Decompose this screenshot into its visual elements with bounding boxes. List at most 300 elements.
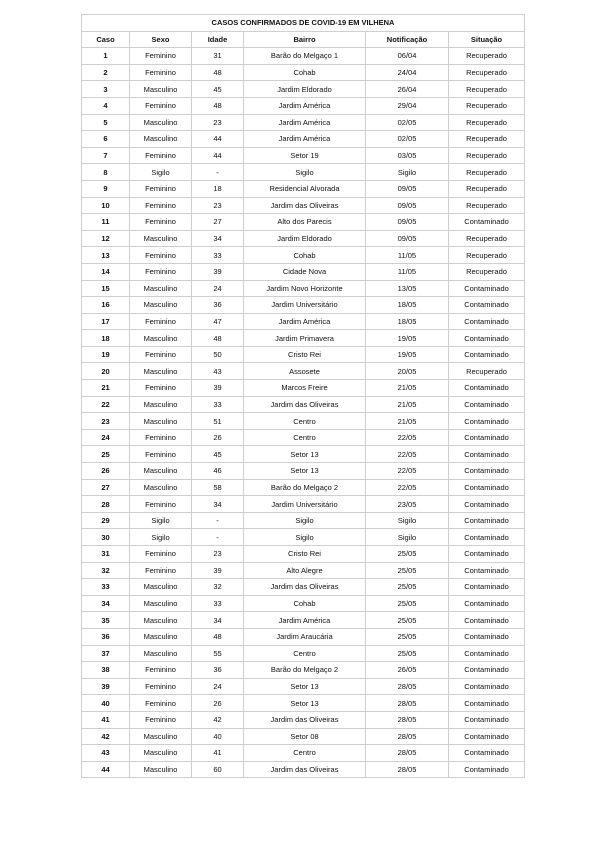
table-row: [82, 662, 525, 679]
cell-bairro: Jardim das Oliveiras: [244, 761, 366, 778]
cell-sexo: Feminino: [130, 313, 192, 330]
cell-situacao: Contaminado: [449, 496, 525, 513]
cell-idade: 60: [192, 761, 244, 778]
cell-notificacao: 29/04: [366, 97, 449, 114]
cell-idade: -: [192, 512, 244, 529]
cell-bairro: Setor 19: [244, 147, 366, 164]
cell-caso: 25: [82, 446, 130, 463]
cell-notificacao: 22/05: [366, 429, 449, 446]
cell-caso: 30: [82, 529, 130, 546]
table-row: [82, 711, 525, 728]
cell-notificacao: 09/05: [366, 197, 449, 214]
cell-notificacao: 25/05: [366, 645, 449, 662]
cell-situacao: Contaminado: [449, 579, 525, 596]
cell-notificacao: 18/05: [366, 313, 449, 330]
cell-sexo: Sigilo: [130, 529, 192, 546]
cell-sexo: Masculino: [130, 131, 192, 148]
cell-notificacao: Sigilo: [366, 164, 449, 181]
cell-situacao: Recuperado: [449, 81, 525, 98]
cell-idade: 23: [192, 546, 244, 563]
header-bairro: Bairro: [244, 31, 366, 48]
table-row: [82, 562, 525, 579]
cell-bairro: Jardim América: [244, 97, 366, 114]
cell-idade: -: [192, 164, 244, 181]
cell-caso: 11: [82, 214, 130, 231]
cell-notificacao: 02/05: [366, 114, 449, 131]
cell-sexo: Feminino: [130, 695, 192, 712]
cell-caso: 14: [82, 263, 130, 280]
header-notificacao: Notificação: [366, 31, 449, 48]
cell-bairro: Setor 13: [244, 446, 366, 463]
cases-table: [81, 14, 525, 778]
cell-bairro: Jardim América: [244, 612, 366, 629]
table-row: [82, 579, 525, 596]
cell-sexo: Feminino: [130, 496, 192, 513]
cell-caso: 26: [82, 463, 130, 480]
cell-caso: 21: [82, 380, 130, 397]
cell-situacao: Recuperado: [449, 147, 525, 164]
cell-caso: 43: [82, 745, 130, 762]
cell-idade: 24: [192, 678, 244, 695]
cell-idade: 48: [192, 628, 244, 645]
cell-situacao: Contaminado: [449, 628, 525, 645]
title-row: [82, 15, 525, 32]
table-row: [82, 363, 525, 380]
cell-bairro: Cristo Rei: [244, 346, 366, 363]
cell-sexo: Feminino: [130, 197, 192, 214]
cell-idade: 50: [192, 346, 244, 363]
cell-caso: 44: [82, 761, 130, 778]
cell-situacao: Recuperado: [449, 114, 525, 131]
cell-idade: 36: [192, 297, 244, 314]
cell-sexo: Masculino: [130, 579, 192, 596]
cell-idade: -: [192, 529, 244, 546]
cell-caso: 35: [82, 612, 130, 629]
cell-caso: 42: [82, 728, 130, 745]
cell-sexo: Feminino: [130, 48, 192, 65]
cell-sexo: Masculino: [130, 761, 192, 778]
cell-sexo: Feminino: [130, 546, 192, 563]
cell-caso: 19: [82, 346, 130, 363]
cell-idade: 48: [192, 64, 244, 81]
cell-bairro: Jardim América: [244, 114, 366, 131]
cell-notificacao: 24/04: [366, 64, 449, 81]
table-row: [82, 678, 525, 695]
cell-caso: 29: [82, 512, 130, 529]
cell-sexo: Feminino: [130, 429, 192, 446]
cell-notificacao: 28/05: [366, 695, 449, 712]
header-situacao: Situação: [449, 31, 525, 48]
cell-idade: 18: [192, 180, 244, 197]
cell-idade: 39: [192, 380, 244, 397]
cell-caso: 32: [82, 562, 130, 579]
cell-idade: 44: [192, 147, 244, 164]
cell-sexo: Feminino: [130, 147, 192, 164]
cell-notificacao: 28/05: [366, 745, 449, 762]
cell-notificacao: 21/05: [366, 413, 449, 430]
cell-situacao: Recuperado: [449, 197, 525, 214]
cell-idade: 32: [192, 579, 244, 596]
cell-caso: 8: [82, 164, 130, 181]
table-row: [82, 595, 525, 612]
cell-bairro: Centro: [244, 645, 366, 662]
cell-idade: 33: [192, 247, 244, 264]
cell-idade: 45: [192, 446, 244, 463]
cell-notificacao: 20/05: [366, 363, 449, 380]
cell-idade: 26: [192, 429, 244, 446]
cell-sexo: Feminino: [130, 346, 192, 363]
cell-caso: 31: [82, 546, 130, 563]
cell-bairro: Centro: [244, 745, 366, 762]
table-body: [82, 48, 525, 778]
cell-idade: 24: [192, 280, 244, 297]
cell-caso: 38: [82, 662, 130, 679]
cell-situacao: Contaminado: [449, 313, 525, 330]
cell-bairro: Jardim Novo Horizonte: [244, 280, 366, 297]
table-row: [82, 131, 525, 148]
table-row: [82, 628, 525, 645]
cell-sexo: Feminino: [130, 180, 192, 197]
cell-notificacao: 22/05: [366, 479, 449, 496]
cell-idade: 33: [192, 595, 244, 612]
cell-caso: 28: [82, 496, 130, 513]
cell-situacao: Recuperado: [449, 64, 525, 81]
cell-bairro: Alto dos Parecis: [244, 214, 366, 231]
cell-situacao: Contaminado: [449, 745, 525, 762]
cell-bairro: Sigilo: [244, 512, 366, 529]
cell-caso: 20: [82, 363, 130, 380]
cell-caso: 24: [82, 429, 130, 446]
cell-idade: 45: [192, 81, 244, 98]
cell-idade: 34: [192, 496, 244, 513]
header-idade: Idade: [192, 31, 244, 48]
table-row: [82, 429, 525, 446]
cell-sexo: Masculino: [130, 645, 192, 662]
table-row: [82, 645, 525, 662]
cell-bairro: Sigilo: [244, 529, 366, 546]
cell-idade: 58: [192, 479, 244, 496]
cell-situacao: Contaminado: [449, 728, 525, 745]
table-row: [82, 230, 525, 247]
cell-caso: 10: [82, 197, 130, 214]
cell-bairro: Setor 13: [244, 678, 366, 695]
cell-idade: 48: [192, 330, 244, 347]
cell-bairro: Cohab: [244, 595, 366, 612]
cell-sexo: Feminino: [130, 247, 192, 264]
cell-notificacao: 25/05: [366, 628, 449, 645]
cell-bairro: Centro: [244, 429, 366, 446]
cell-caso: 33: [82, 579, 130, 596]
table-row: [82, 463, 525, 480]
cell-caso: 12: [82, 230, 130, 247]
cell-sexo: Sigilo: [130, 512, 192, 529]
table-row: [82, 546, 525, 563]
cell-situacao: Contaminado: [449, 463, 525, 480]
cell-situacao: Recuperado: [449, 164, 525, 181]
cell-bairro: Barão do Melgaço 2: [244, 662, 366, 679]
cell-idade: 39: [192, 562, 244, 579]
table-row: [82, 745, 525, 762]
cell-caso: 39: [82, 678, 130, 695]
table-row: [82, 147, 525, 164]
table-row: [82, 164, 525, 181]
cell-situacao: Contaminado: [449, 446, 525, 463]
cell-notificacao: 26/05: [366, 662, 449, 679]
cell-idade: 47: [192, 313, 244, 330]
header-caso: Caso: [82, 31, 130, 48]
table-row: [82, 496, 525, 513]
cell-notificacao: 22/05: [366, 446, 449, 463]
cell-bairro: Jardim das Oliveiras: [244, 396, 366, 413]
cell-notificacao: 28/05: [366, 728, 449, 745]
cell-caso: 18: [82, 330, 130, 347]
cell-bairro: Jardim Primavera: [244, 330, 366, 347]
covid-cases-sheet: [81, 14, 524, 778]
cell-idade: 34: [192, 230, 244, 247]
cell-notificacao: 21/05: [366, 380, 449, 397]
cell-sexo: Masculino: [130, 297, 192, 314]
cell-bairro: Cohab: [244, 247, 366, 264]
cell-bairro: Barão do Melgaço 1: [244, 48, 366, 65]
cell-sexo: Masculino: [130, 114, 192, 131]
cell-sexo: Masculino: [130, 363, 192, 380]
header-row: [82, 31, 525, 48]
cell-notificacao: 21/05: [366, 396, 449, 413]
cell-notificacao: 28/05: [366, 678, 449, 695]
cell-sexo: Sigilo: [130, 164, 192, 181]
cell-sexo: Feminino: [130, 678, 192, 695]
cell-situacao: Contaminado: [449, 546, 525, 563]
cell-notificacao: 02/05: [366, 131, 449, 148]
cell-caso: 40: [82, 695, 130, 712]
cell-sexo: Feminino: [130, 711, 192, 728]
cell-idade: 40: [192, 728, 244, 745]
cell-caso: 22: [82, 396, 130, 413]
table-row: [82, 81, 525, 98]
table-row: [82, 48, 525, 65]
cell-notificacao: 25/05: [366, 546, 449, 563]
cell-notificacao: Sigilo: [366, 512, 449, 529]
cell-caso: 15: [82, 280, 130, 297]
table-row: [82, 313, 525, 330]
cell-caso: 9: [82, 180, 130, 197]
cell-notificacao: 26/04: [366, 81, 449, 98]
cell-situacao: Recuperado: [449, 247, 525, 264]
cell-notificacao: 18/05: [366, 297, 449, 314]
cell-caso: 27: [82, 479, 130, 496]
table-row: [82, 529, 525, 546]
table-row: [82, 380, 525, 397]
cell-caso: 17: [82, 313, 130, 330]
cell-situacao: Contaminado: [449, 761, 525, 778]
cell-bairro: Setor 13: [244, 463, 366, 480]
cell-notificacao: 13/05: [366, 280, 449, 297]
cell-situacao: Contaminado: [449, 695, 525, 712]
cell-notificacao: 19/05: [366, 330, 449, 347]
header-sexo: Sexo: [130, 31, 192, 48]
table-row: [82, 761, 525, 778]
cell-notificacao: 09/05: [366, 180, 449, 197]
cell-idade: 36: [192, 662, 244, 679]
cell-caso: 3: [82, 81, 130, 98]
cell-sexo: Feminino: [130, 263, 192, 280]
cell-sexo: Feminino: [130, 446, 192, 463]
cell-idade: 34: [192, 612, 244, 629]
cell-situacao: Contaminado: [449, 330, 525, 347]
table-row: [82, 263, 525, 280]
table-row: [82, 297, 525, 314]
cell-situacao: Contaminado: [449, 380, 525, 397]
cell-caso: 4: [82, 97, 130, 114]
table-row: [82, 64, 525, 81]
cell-caso: 13: [82, 247, 130, 264]
cell-idade: 27: [192, 214, 244, 231]
cell-bairro: Assosete: [244, 363, 366, 380]
cell-notificacao: 03/05: [366, 147, 449, 164]
cell-notificacao: Sigilo: [366, 529, 449, 546]
cell-situacao: Contaminado: [449, 529, 525, 546]
cell-bairro: Jardim Eldorado: [244, 230, 366, 247]
cell-sexo: Feminino: [130, 97, 192, 114]
cell-situacao: Contaminado: [449, 297, 525, 314]
cell-notificacao: 28/05: [366, 711, 449, 728]
table-title: CASOS CONFIRMADOS DE COVID-19 EM VILHENA: [82, 15, 525, 32]
cell-bairro: Jardim América: [244, 313, 366, 330]
cell-situacao: Recuperado: [449, 230, 525, 247]
cell-idade: 26: [192, 695, 244, 712]
cell-situacao: Recuperado: [449, 131, 525, 148]
cell-situacao: Contaminado: [449, 280, 525, 297]
cell-notificacao: 11/05: [366, 247, 449, 264]
cell-notificacao: 25/05: [366, 562, 449, 579]
cell-caso: 5: [82, 114, 130, 131]
cell-bairro: Residencial Alvorada: [244, 180, 366, 197]
cell-notificacao: 22/05: [366, 463, 449, 480]
cell-caso: 16: [82, 297, 130, 314]
cell-bairro: Cidade Nova: [244, 263, 366, 280]
cell-situacao: Contaminado: [449, 346, 525, 363]
cell-situacao: Contaminado: [449, 678, 525, 695]
cell-situacao: Contaminado: [449, 413, 525, 430]
cell-situacao: Contaminado: [449, 214, 525, 231]
table-row: [82, 728, 525, 745]
cell-idade: 41: [192, 745, 244, 762]
cell-bairro: Marcos Freire: [244, 380, 366, 397]
table-row: [82, 346, 525, 363]
table-row: [82, 280, 525, 297]
cell-idade: 43: [192, 363, 244, 380]
cell-notificacao: 11/05: [366, 263, 449, 280]
cell-bairro: Sigilo: [244, 164, 366, 181]
cell-situacao: Recuperado: [449, 97, 525, 114]
cell-situacao: Contaminado: [449, 612, 525, 629]
cell-sexo: Feminino: [130, 64, 192, 81]
cell-sexo: Masculino: [130, 728, 192, 745]
table-row: [82, 612, 525, 629]
table-row: [82, 214, 525, 231]
cell-sexo: Masculino: [130, 612, 192, 629]
cell-idade: 46: [192, 463, 244, 480]
cell-bairro: Centro: [244, 413, 366, 430]
cell-sexo: Masculino: [130, 745, 192, 762]
cell-sexo: Masculino: [130, 595, 192, 612]
cell-bairro: Jardim das Oliveiras: [244, 579, 366, 596]
cell-idade: 33: [192, 396, 244, 413]
cell-notificacao: 23/05: [366, 496, 449, 513]
cell-idade: 23: [192, 114, 244, 131]
cell-situacao: Recuperado: [449, 263, 525, 280]
cell-bairro: Cristo Rei: [244, 546, 366, 563]
cell-idade: 42: [192, 711, 244, 728]
cell-notificacao: 25/05: [366, 579, 449, 596]
cell-notificacao: 28/05: [366, 761, 449, 778]
cell-idade: 51: [192, 413, 244, 430]
cell-sexo: Masculino: [130, 81, 192, 98]
cell-situacao: Contaminado: [449, 479, 525, 496]
table-row: [82, 197, 525, 214]
table-row: [82, 695, 525, 712]
cell-bairro: Jardim Universitário: [244, 496, 366, 513]
cell-caso: 36: [82, 628, 130, 645]
cell-bairro: Setor 13: [244, 695, 366, 712]
cell-sexo: Masculino: [130, 280, 192, 297]
cell-caso: 23: [82, 413, 130, 430]
cell-bairro: Jardim América: [244, 131, 366, 148]
table-row: [82, 512, 525, 529]
cell-bairro: Setor 08: [244, 728, 366, 745]
cell-idade: 31: [192, 48, 244, 65]
cell-situacao: Contaminado: [449, 512, 525, 529]
cell-idade: 23: [192, 197, 244, 214]
cell-situacao: Contaminado: [449, 562, 525, 579]
table-row: [82, 446, 525, 463]
cell-sexo: Masculino: [130, 463, 192, 480]
cell-bairro: Jardim das Oliveiras: [244, 197, 366, 214]
cell-notificacao: 06/04: [366, 48, 449, 65]
cell-situacao: Recuperado: [449, 363, 525, 380]
cell-sexo: Masculino: [130, 628, 192, 645]
cell-idade: 55: [192, 645, 244, 662]
cell-notificacao: 19/05: [366, 346, 449, 363]
cell-sexo: Feminino: [130, 562, 192, 579]
cell-idade: 39: [192, 263, 244, 280]
cell-bairro: Jardim das Oliveiras: [244, 711, 366, 728]
cell-bairro: Jardim Eldorado: [244, 81, 366, 98]
table-row: [82, 247, 525, 264]
cell-situacao: Recuperado: [449, 48, 525, 65]
cell-situacao: Contaminado: [449, 429, 525, 446]
cell-sexo: Masculino: [130, 230, 192, 247]
cell-notificacao: 25/05: [366, 612, 449, 629]
cell-situacao: Recuperado: [449, 180, 525, 197]
cell-bairro: Barão do Melgaço 2: [244, 479, 366, 496]
cell-situacao: Contaminado: [449, 396, 525, 413]
cell-situacao: Contaminado: [449, 645, 525, 662]
cell-notificacao: 09/05: [366, 214, 449, 231]
cell-situacao: Contaminado: [449, 711, 525, 728]
cell-sexo: Masculino: [130, 330, 192, 347]
cell-sexo: Masculino: [130, 396, 192, 413]
cell-sexo: Feminino: [130, 380, 192, 397]
cell-idade: 48: [192, 97, 244, 114]
cell-idade: 44: [192, 131, 244, 148]
table-row: [82, 396, 525, 413]
cell-situacao: Contaminado: [449, 662, 525, 679]
table-row: [82, 330, 525, 347]
cell-notificacao: 09/05: [366, 230, 449, 247]
table-row: [82, 97, 525, 114]
cell-caso: 34: [82, 595, 130, 612]
